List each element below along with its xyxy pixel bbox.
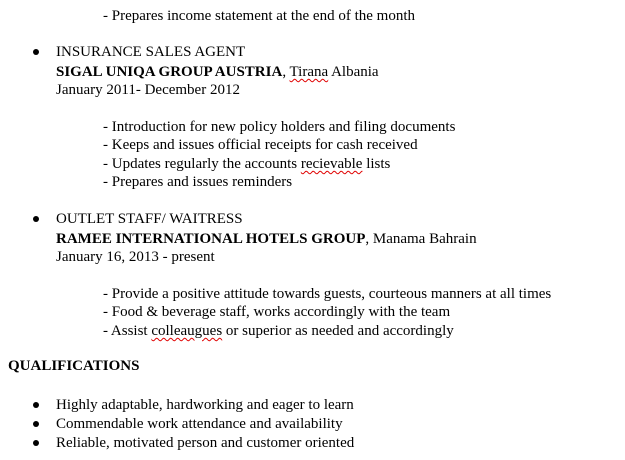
duty-item: - Introduction for new policy holders and filing documents	[103, 119, 456, 135]
duty-item: - Prepares and issues reminders	[103, 174, 293, 190]
qualification-item: Reliable, motivated person and customer oriented	[56, 435, 355, 451]
duty-item	[103, 155, 390, 173]
qualification-item: Highly adaptable, hardworking and eager to learn	[56, 397, 354, 413]
duty-text: lists	[362, 156, 391, 172]
duty-item: - Food & beverage staff, works accordingly with the team	[103, 304, 451, 320]
job-dates-insurance: January 2011- December 2012	[56, 82, 240, 98]
bullet-icon	[33, 216, 39, 222]
duty-text: or superior as needed and accordingly	[222, 323, 454, 339]
location-country: Albania	[328, 64, 379, 80]
duty-item	[103, 322, 454, 340]
company-name: SIGAL UNIQA GROUP AUSTRIA	[56, 64, 283, 80]
prev-job-duty: - Prepares income statement at the end of the month	[103, 8, 415, 24]
spellcheck-flagged-word[interactable]: recievable	[300, 156, 363, 172]
job-dates-outlet: January 16, 2013 - present	[56, 249, 215, 265]
bullet-icon	[33, 421, 39, 427]
company-location: , Manama Bahrain	[365, 231, 477, 247]
duty-text: - Updates regularly the accounts	[103, 156, 301, 172]
qualification-item: Commendable work attendance and availability	[56, 416, 343, 432]
bullet-icon	[33, 402, 39, 408]
location-separator: ,	[282, 64, 290, 80]
spellcheck-flagged-word[interactable]: colleaugues	[151, 323, 223, 339]
spellcheck-flagged-word[interactable]: Tirana	[289, 64, 329, 80]
duty-text: - Assist	[103, 323, 152, 339]
duty-item: - Provide a positive attitude towards guests, courteous manners at all times	[103, 286, 552, 302]
job-company-insurance	[56, 63, 379, 81]
duty-item: - Keeps and issues official receipts for cash received	[103, 137, 418, 153]
job-title-insurance: INSURANCE SALES AGENT	[56, 44, 246, 60]
bullet-icon	[33, 49, 39, 55]
job-company-outlet	[56, 230, 477, 248]
bullet-icon	[33, 440, 39, 446]
company-name: RAMEE INTERNATIONAL HOTELS GROUP	[56, 231, 366, 247]
section-heading-qualifications: QUALIFICATIONS	[8, 358, 140, 374]
job-title-outlet: OUTLET STAFF/ WAITRESS	[56, 211, 243, 227]
